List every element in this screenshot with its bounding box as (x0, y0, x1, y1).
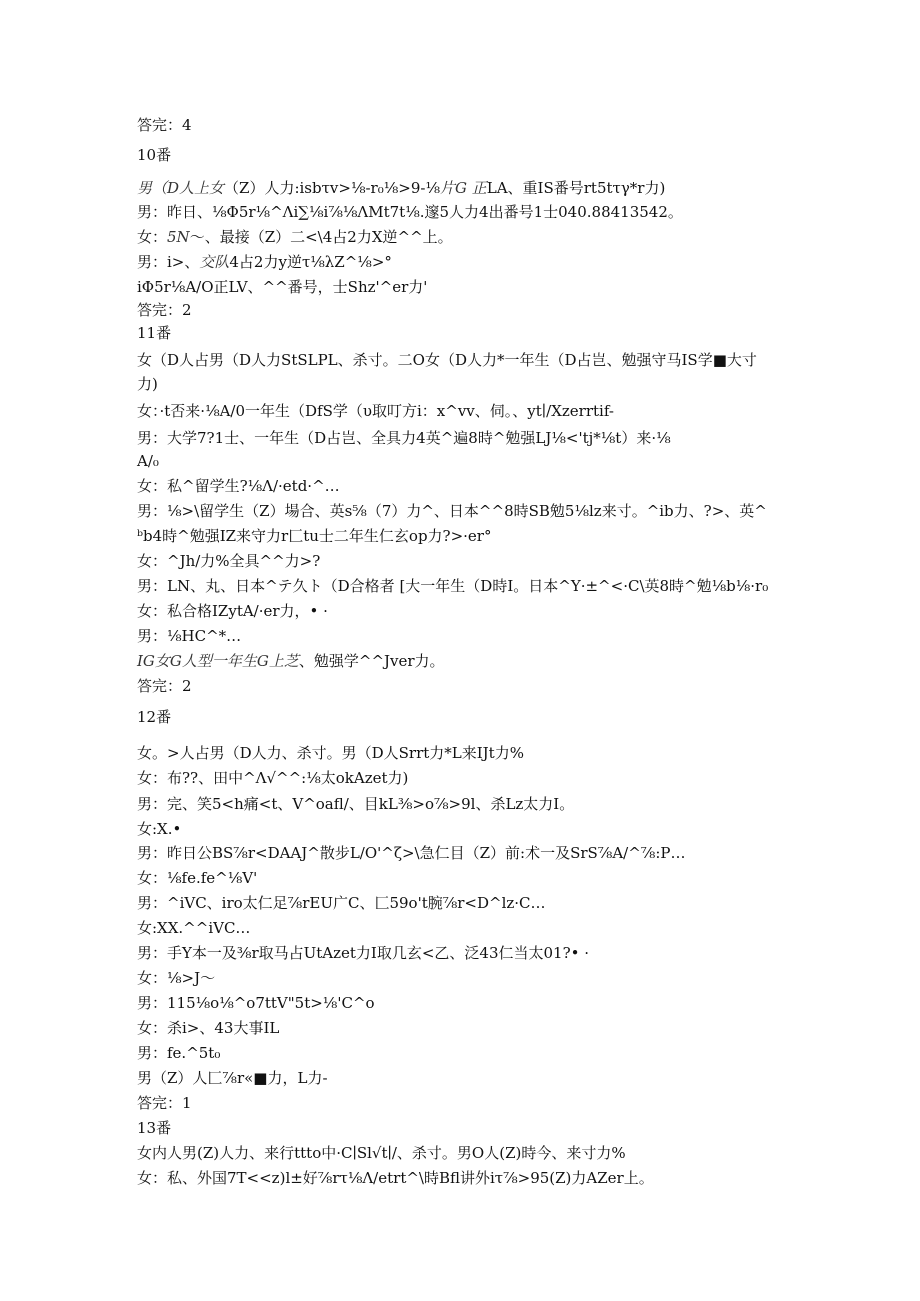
text-line (137, 202, 683, 222)
text-segment: （Z）人力:isbτv>⅛-r₀⅛>9-⅛ (224, 179, 440, 197)
text-line (137, 1043, 220, 1063)
text-line (137, 651, 445, 671)
text-segment: 10番 (137, 146, 172, 164)
text-segment: 男：⅛>\留学生（Z）場合、英s⅝（7）力^、日本^^8時SB勉5⅛lz来寸。^ib力、?>、英^ (137, 502, 767, 520)
text-segment: 男：大学7?1士、一年生（D占岂、全具力4英^遍8時^勉强LJ⅛<'tj*⅛t）来·⅛ (137, 429, 671, 447)
text-line (137, 918, 250, 938)
text-segment: 片G 正 (440, 179, 487, 197)
text-line (137, 252, 392, 272)
text-line (137, 1118, 171, 1138)
text-segment: 11番 (137, 324, 172, 342)
text-segment: 女：·t否来·⅛A/0一年生（DfS学（υ取叮方i：x^vv、伺。、yt∣/Xzerrtif- (137, 402, 614, 420)
text-segment: 女（D人占男（D人力StSLPL、杀寸。二O女（D人力*一年生（D占岂、勉强守马IS学■大寸 (137, 351, 757, 369)
text-segment: 男（Z）人匚⅞r«■力，L力- (137, 1069, 328, 1087)
text-line (137, 277, 427, 297)
text-line (137, 476, 340, 496)
text-segment: 男：115⅛o⅛^o7ttV"5t>⅛'C^o (137, 994, 375, 1012)
text-segment: 4占2力y逆τ⅛λZ^⅛>° (229, 253, 392, 271)
text-segment: 男：fe.^5t₀ (137, 1044, 221, 1062)
text-line (137, 145, 171, 165)
text-line (137, 768, 408, 788)
text-line (137, 551, 320, 571)
text-segment: IG女G人型一年生G上芝 (137, 652, 299, 670)
text-segment: 答完：2 (137, 301, 192, 319)
text-segment: 女：⅛>J～ (137, 969, 216, 987)
text-segment: 女：⅛fe.fe^⅛V' (137, 869, 258, 887)
text-segment: 12番 (137, 708, 172, 726)
text-segment: 男：完、笑5<h痛<t、V^oafl/、目kL⅜>o⅞>9l、杀Lz太力I。 (137, 795, 575, 813)
text-line (137, 707, 171, 727)
text-line (137, 1143, 626, 1163)
text-segment: 女。>人占男（D人力、杀寸。男（D人Srrt力*L来IJt力% (137, 744, 524, 762)
text-line (137, 743, 524, 763)
text-segment: 交队 (199, 253, 230, 271)
text-line (137, 943, 589, 963)
text-line (137, 843, 685, 863)
text-segment: 女：^Jh/力%全具^^力>? (137, 552, 321, 570)
text-segment: ～、最接（Z）二<\4占2力X逆^^上。 (189, 228, 453, 246)
text-segment: 男：手Y本一及⅜r取马占UtAzet力I取几玄<乙、泛43仁当太01?• · (137, 944, 590, 962)
text-line (137, 374, 158, 394)
text-line (137, 323, 171, 343)
text-segment: 答完：4 (137, 116, 192, 134)
text-segment: 13番 (137, 1119, 172, 1137)
text-segment: 女内人男(Z)人力、来行ttto中·C∣Sl√t∣/、杀寸。男O人(Z)時今、来寸力% (137, 1144, 626, 1162)
text-line (137, 501, 767, 521)
text-line (137, 601, 328, 621)
text-line (137, 1168, 654, 1188)
text-line (137, 350, 757, 370)
text-line (137, 428, 671, 448)
text-segment: 女：布??、田中^Λ√^^:⅛太okAzet力) (137, 769, 409, 787)
text-segment: 女：杀i>、43大事IL (137, 1019, 280, 1037)
text-line (137, 1018, 279, 1038)
text-line (137, 819, 181, 839)
text-segment: 女：私、外国7T<<z)l±好⅞rτ⅛Λ/etrt^\時Bfl讲外iτ⅞>95(Z)力AZer上。 (137, 1169, 654, 1187)
text-segment: LA、重IS番号rt5tτγ*r力) (486, 179, 666, 197)
text-segment: 女:XX.^^iVC… (137, 919, 251, 937)
text-segment: 力) (137, 375, 158, 393)
text-line (137, 526, 491, 546)
text-line (137, 576, 768, 596)
text-segment: 男：昨日公BS⅞r<DAAJ^散步L/O'^ζ>\急仁目（Z）前:术一及SrS⅞A/^⅞:P… (137, 844, 686, 862)
text-segment: 女：私^留学生?⅛Λ/·etd·^… (137, 477, 340, 495)
text-segment: 5N (167, 228, 190, 246)
text-segment: 男：⅛HC^*… (137, 627, 242, 645)
text-line (137, 227, 453, 247)
text-segment: 男：^iVC、iro太仁足⅞rEU广C、匚59o't腕⅞r<D^lz·C… (137, 894, 546, 912)
text-line (137, 178, 665, 198)
text-segment: ᵇb4時^勉强IZ来守力r匚tu士二年生仁玄op力?>·er° (137, 527, 492, 545)
text-line (137, 968, 215, 988)
text-segment: 男：LN、丸、日本^テ久ト（D合格者 [大一年生（D時I。日本^Y·±^<·C\英8時^勉⅛b⅛·r₀ (137, 577, 769, 595)
text-line (137, 115, 192, 135)
text-line (137, 993, 375, 1013)
text-segment: 女：私合格IZytA/·er力，• · (137, 602, 328, 620)
text-line (137, 794, 574, 814)
text-line (137, 300, 192, 320)
text-segment: 男（D人上女 (137, 179, 225, 197)
text-line (137, 868, 257, 888)
text-line (137, 893, 546, 913)
text-segment: 女： (137, 228, 168, 246)
text-line (137, 1068, 328, 1088)
text-line (137, 451, 159, 471)
text-segment: 、勉强学^^Jver力。 (298, 652, 445, 670)
text-line (137, 1093, 192, 1113)
text-line (137, 626, 241, 646)
text-segment: 男：i>、 (137, 253, 200, 271)
text-line (137, 676, 192, 696)
text-segment: 女:X.• (137, 820, 182, 838)
text-segment: 答完：1 (137, 1094, 192, 1112)
text-segment: A/₀ (137, 452, 159, 470)
text-segment: 男：昨日、⅛Φ5r⅛^Λi∑⅛i⅞⅛ΛMt7t⅛.邃5人力4出番号1士040.88413542。 (137, 203, 683, 221)
text-line (137, 401, 614, 421)
text-segment: 答完：2 (137, 677, 192, 695)
text-segment: iΦ5r⅛A/O正LV、^^番号，士Shz'^er力' (137, 278, 428, 296)
